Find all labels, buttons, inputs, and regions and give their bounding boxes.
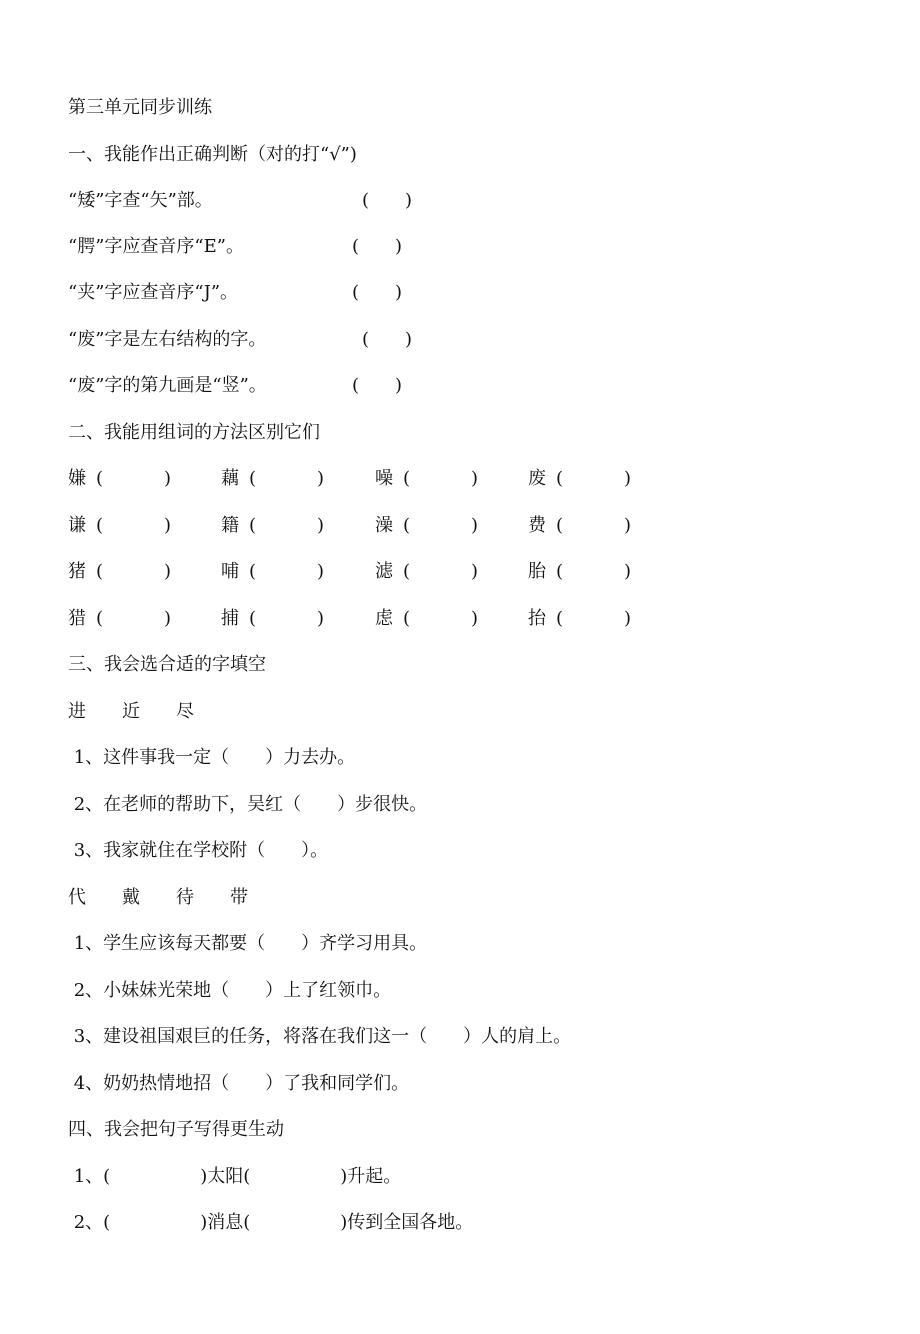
section1-heading: 一、我能作出正确判断（对的打“√”) bbox=[68, 144, 357, 165]
statement: “废”字的第九画是“竖”。 bbox=[68, 375, 267, 396]
word-cell[interactable] bbox=[68, 467, 172, 491]
fill-sentence[interactable]: 1、( )太阳( )升起。 bbox=[68, 1166, 402, 1187]
char-options: 进 近 尽 bbox=[68, 701, 194, 722]
page-title: 第三单元同步训练 bbox=[68, 97, 212, 118]
character: 捕 bbox=[221, 608, 239, 629]
close-paren: ) bbox=[624, 561, 632, 582]
close-paren: ) bbox=[317, 608, 325, 629]
fill-sentence[interactable]: 2、( )消息( )传到全国各地。 bbox=[68, 1212, 474, 1233]
fill-sentence[interactable]: 2、小妹妹光荣地（ ）上了红领巾。 bbox=[68, 980, 392, 1001]
section3-heading: 三、我会选合适的字填空 bbox=[68, 654, 266, 675]
answer-blank[interactable]: ( ) bbox=[352, 375, 403, 396]
word-cell[interactable] bbox=[221, 467, 325, 491]
open-paren: ( bbox=[556, 468, 564, 489]
close-paren: ) bbox=[317, 561, 325, 582]
word-cell[interactable] bbox=[375, 560, 479, 584]
word-cell[interactable] bbox=[68, 607, 172, 631]
close-paren: ) bbox=[624, 608, 632, 629]
open-paren: ( bbox=[96, 561, 104, 582]
close-paren: ) bbox=[624, 515, 632, 536]
character: 谦 bbox=[68, 515, 86, 536]
open-paren: ( bbox=[249, 608, 257, 629]
answer-blank[interactable]: ( ) bbox=[362, 190, 413, 211]
section4-heading: 四、我会把句子写得更生动 bbox=[68, 1119, 284, 1140]
word-cell[interactable] bbox=[68, 560, 172, 584]
close-paren: ) bbox=[624, 468, 632, 489]
open-paren: ( bbox=[556, 515, 564, 536]
character: 胎 bbox=[528, 561, 546, 582]
fill-sentence[interactable]: 4、奶奶热情地招（ ）了我和同学们。 bbox=[68, 1073, 410, 1094]
char-options: 代 戴 待 带 bbox=[68, 887, 248, 908]
character: 嫌 bbox=[68, 468, 86, 489]
close-paren: ) bbox=[317, 468, 325, 489]
open-paren: ( bbox=[249, 515, 257, 536]
word-cell[interactable] bbox=[528, 607, 632, 631]
character: 猎 bbox=[68, 608, 86, 629]
word-cell[interactable] bbox=[375, 467, 479, 491]
open-paren: ( bbox=[403, 468, 411, 489]
character: 籍 bbox=[221, 515, 239, 536]
close-paren: ) bbox=[164, 608, 172, 629]
character: 哺 bbox=[221, 561, 239, 582]
open-paren: ( bbox=[403, 515, 411, 536]
open-paren: ( bbox=[96, 608, 104, 629]
answer-blank[interactable]: ( ) bbox=[352, 282, 403, 303]
word-cell[interactable] bbox=[221, 560, 325, 584]
close-paren: ) bbox=[164, 561, 172, 582]
character: 滤 bbox=[375, 561, 393, 582]
open-paren: ( bbox=[403, 608, 411, 629]
section2-heading: 二、我能用组词的方法区别它们 bbox=[68, 422, 320, 443]
fill-sentence[interactable]: 1、学生应该每天都要（ ）齐学习用具。 bbox=[68, 933, 428, 954]
fill-sentence[interactable]: 1、这件事我一定（ ）力去办。 bbox=[68, 747, 356, 768]
fill-sentence[interactable]: 3、我家就住在学校附（ ）。 bbox=[68, 840, 329, 861]
open-paren: ( bbox=[249, 468, 257, 489]
statement: “腭”字应查音序“E”。 bbox=[68, 236, 244, 257]
character: 虑 bbox=[375, 608, 393, 629]
word-cell[interactable] bbox=[375, 514, 479, 538]
statement: “矮”字查“矢”部。 bbox=[68, 190, 213, 211]
character: 噪 bbox=[375, 468, 393, 489]
open-paren: ( bbox=[96, 468, 104, 489]
statement: “夹”字应查音序“J”。 bbox=[68, 282, 239, 303]
word-cell[interactable] bbox=[221, 514, 325, 538]
open-paren: ( bbox=[249, 561, 257, 582]
open-paren: ( bbox=[556, 561, 564, 582]
answer-blank[interactable]: ( ) bbox=[362, 329, 413, 350]
word-cell[interactable] bbox=[528, 514, 632, 538]
word-cell[interactable] bbox=[528, 467, 632, 491]
open-paren: ( bbox=[96, 515, 104, 536]
close-paren: ) bbox=[164, 515, 172, 536]
open-paren: ( bbox=[403, 561, 411, 582]
character: 澡 bbox=[375, 515, 393, 536]
character: 抬 bbox=[528, 608, 546, 629]
fill-sentence[interactable]: 2、在老师的帮助下，吴红（ ）步很快。 bbox=[68, 794, 428, 815]
word-cell[interactable] bbox=[528, 560, 632, 584]
character: 费 bbox=[528, 515, 546, 536]
close-paren: ) bbox=[317, 515, 325, 536]
close-paren: ) bbox=[471, 468, 479, 489]
close-paren: ) bbox=[164, 468, 172, 489]
word-cell[interactable] bbox=[68, 514, 172, 538]
character: 藕 bbox=[221, 468, 239, 489]
close-paren: ) bbox=[471, 515, 479, 536]
word-cell[interactable] bbox=[375, 607, 479, 631]
open-paren: ( bbox=[556, 608, 564, 629]
answer-blank[interactable]: ( ) bbox=[352, 236, 403, 257]
character: 猪 bbox=[68, 561, 86, 582]
close-paren: ) bbox=[471, 608, 479, 629]
close-paren: ) bbox=[471, 561, 479, 582]
character: 废 bbox=[528, 468, 546, 489]
word-cell[interactable] bbox=[221, 607, 325, 631]
fill-sentence[interactable]: 3、建设祖国艰巨的任务，将落在我们这一（ ）人的肩上。 bbox=[68, 1026, 572, 1047]
statement: “废”字是左右结构的字。 bbox=[68, 329, 267, 350]
